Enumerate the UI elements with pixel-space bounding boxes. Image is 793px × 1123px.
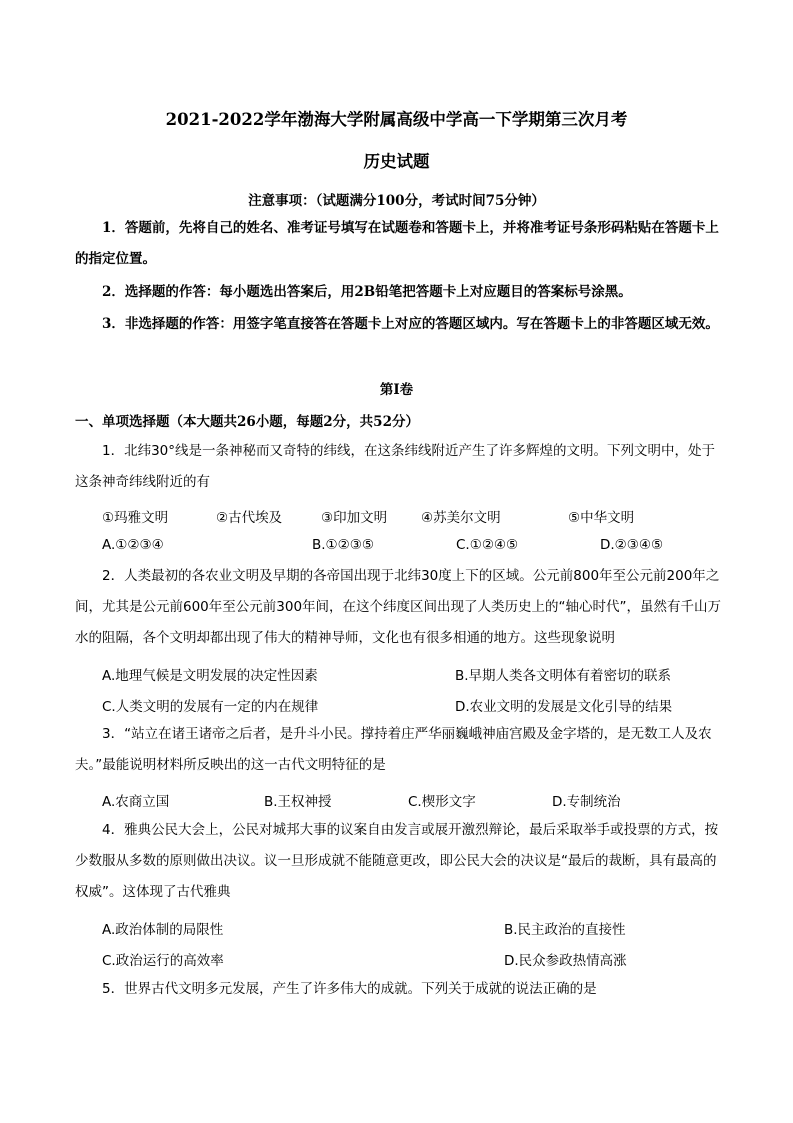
notice-item-1: 1．答题前，先将自己的姓名、准考证号填写在试题卷和答题卡上，并将准考证号条形码粘贴在答题卡上的指定位置。 bbox=[75, 220, 719, 267]
question-2-option-b: B.早期人类各文明体有着密切的联系 bbox=[455, 668, 672, 684]
question-1-option-a: A.①②③④ bbox=[102, 537, 164, 553]
question-4-option-a: A.政治体制的局限性 bbox=[102, 922, 224, 938]
exam-subtitle: 历史试题 bbox=[363, 152, 430, 171]
notice-item-2: 2．选择题的作答：每小题选出答案后，用2B铅笔把答题卡上对应题目的答案标号涂黑。 bbox=[102, 284, 632, 300]
question-1-item: ③印加文明 bbox=[321, 510, 388, 526]
question-3-option-a: A.农商立国 bbox=[102, 794, 170, 810]
question-3-option-c: C.楔形文字 bbox=[408, 794, 476, 810]
question-4-stem: 4．雅典公民大会上，公民对城邦大事的议案自由发言或展开激烈辩论，最后采取举手或投票的方式，按少数服从多数的原则做出决议。议一旦形成就不能随意更改，即公民大会的决议是“最后的裁断，具有最高的权威”。这体现了古代雅典 bbox=[75, 822, 719, 900]
question-2-option-a: A.地理气候是文明发展的决定性因素 bbox=[102, 668, 318, 684]
question-2-option-c: C.人类文明的发展有一定的内在规律 bbox=[102, 699, 319, 715]
question-3-stem: 3．“站立在诸王诸帝之后者，是升斗小民。撑持着庄严华丽巍峨神庙宫殿及金字塔的，是无数工人及农夫。”最能说明材料所反映出的这一古代文明特征的是 bbox=[75, 726, 712, 773]
question-4-option-c: C.政治运行的高效率 bbox=[102, 953, 224, 969]
volume-label: 第Ⅰ卷 bbox=[379, 382, 414, 398]
question-1-item: ④苏美尔文明 bbox=[421, 510, 501, 526]
question-4-option-d: D.民众参政热情高涨 bbox=[504, 953, 627, 969]
question-1-option-d: D.②③④⑤ bbox=[600, 537, 664, 553]
question-3-option-b: B.王权神授 bbox=[264, 794, 332, 810]
section-heading: 一、单项选择题（本大题共26小题，每题2分，共52分） bbox=[75, 414, 419, 430]
question-1-item: ⑤中华文明 bbox=[568, 510, 635, 526]
question-1-option-c: C.①②④⑤ bbox=[456, 537, 519, 553]
question-5-stem: 5．世界古代文明多元发展，产生了许多伟大的成就。下列关于成就的说法正确的是 bbox=[102, 981, 597, 997]
question-4-option-b: B.民主政治的直接性 bbox=[504, 922, 626, 938]
question-1-item: ②古代埃及 bbox=[216, 510, 283, 526]
question-1-item: ①玛雅文明 bbox=[102, 510, 169, 526]
notice-item-3: 3．非选择题的作答：用签字笔直接答在答题卡上对应的答题区域内。写在答题卡上的非答题区域无效。 bbox=[102, 316, 719, 332]
exam-title: 2021-2022学年渤海大学附属高级中学高一下学期第三次月考 bbox=[165, 110, 628, 129]
question-2-option-d: D.农业文明的发展是文化引导的结果 bbox=[455, 699, 673, 715]
question-1-stem: 1．北纬30°线是一条神秘而又奇特的纬线，在这条纬线附近产生了许多辉煌的文明。下列文明中，处于这条神奇纬线附近的有 bbox=[75, 443, 716, 490]
question-2-stem: 2．人类最初的各农业文明及早期的各帝国出现于北纬30度上下的区域。公元前800年至公元前200年之间，尤其是公元前600年至公元前300年间，在这个纬度区间出现了人类历史上的“轴心时代”，虽然有千山万水的阻隔，各个文明却都出现了伟大的精神导师，文化也有很多相通的地方。这些现象说明 bbox=[75, 568, 722, 646]
notice-heading: 注意事项：（试题满分100分，考试时间75分钟） bbox=[248, 193, 545, 209]
question-1-option-b: B.①②③⑤ bbox=[312, 537, 374, 553]
question-3-option-d: D.专制统治 bbox=[552, 794, 621, 810]
